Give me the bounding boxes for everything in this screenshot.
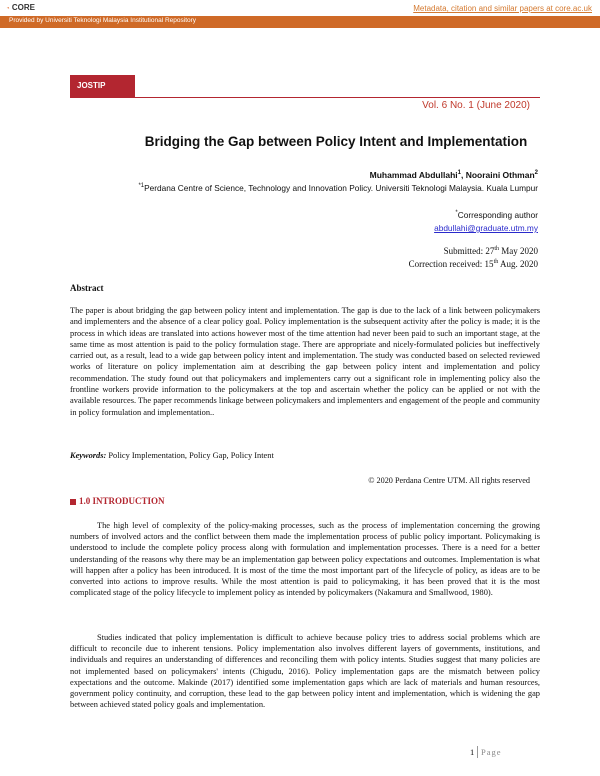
core-metadata-link[interactable]: Metadata, citation and similar papers at core.ac.uk <box>413 4 592 13</box>
page-label: Page <box>481 747 502 757</box>
core-logo-icon: ◔ <box>6 6 10 12</box>
section-heading-introduction: 1.0 INTRODUCTION <box>70 496 165 506</box>
paper-title: Bridging the Gap between Policy Intent and Implementation <box>144 134 528 149</box>
provided-by-text: Provided by Universiti Teknologi Malaysia Institutional Repository <box>9 17 197 24</box>
square-bullet-icon <box>70 499 76 505</box>
repository-banner <box>0 16 600 28</box>
submission-dates <box>409 245 538 271</box>
correction-date: Correction received: 15th Aug. 2020 <box>408 259 538 269</box>
keywords-list: Policy Implementation, Policy Gap, Policy Intent <box>106 451 274 460</box>
corresponding-author-label: *Corresponding author <box>455 210 538 220</box>
journal-tag: JOSTIP <box>70 75 135 97</box>
introduction-paragraph-2: Studies indicated that policy implementation is difficult to achieve because policy tries to address social problems which are difficult to reconcile due to inherent tensions. Policy implementation also involves different layers of governments, institutions, and individuals and requires an understanding of differences and reconciling them with policy intents. Studies suggest that many policies are not implemented based on policymakers' intents (Chigudu, 2016). Policy implementation gaps are the mismatch between policy expectations and the outcome. Makinde (2017) identified some implementation gaps which are lack of materials and human resources, government policy continuity, and corruption, these lead to the gap between policy intent and implementation, which is widening the gap between achieved stated policy goals and implementation. <box>70 633 540 710</box>
abstract-heading: Abstract <box>70 283 104 293</box>
core-logo[interactable]: ◔ CORE <box>6 3 35 12</box>
affiliation: $^{*1}$Perdana Centre of Science, Technology and Innovation Policy. Universiti Teknologi Malaysia. Kuala Lumpur <box>138 183 538 193</box>
core-header <box>0 0 600 16</box>
author-1: Muhammad Abdullahi <box>369 170 458 180</box>
introduction-paragraph-1: The high level of complexity of the policy-making processes, such as the process of implementation concerning the growing numbers of involved actors and the conflict between them made the implementation process of public policy important. Policymaking is understood to include the complete policy process along with formulation and implementation processes. There is a need for a better understanding of the reasons why there may be an implementation gap between policy expectations and outcomes. Implementation is what will happen after a policy has been introduced. It is most of the time the most important part of the lifecycle of policy, as ideas are to be converted into actions to improve results. While the most attention is paid to policymaking, it has been proved that it is the most complicated stage of the policy lifecycle to implement policy as intended by policymakers (Nakamura and Smallwood, 1980). <box>70 521 540 598</box>
submitted-date: Submitted: 27th May 2020 <box>443 246 538 256</box>
author-2: Nooraini Othman <box>465 170 535 180</box>
authors: Muhammad Abdullahi$^1$, Nooraini Othman$^2$ <box>369 170 538 180</box>
author-email-link[interactable]: abdullahi@graduate.utm.my <box>434 223 538 233</box>
abstract-text: The paper is about bridging the gap between policy intent and implementation. The gap is due to the lack of a link between policymakers and implementers and the absence of a clear policy goal. Policy implementation is the subsequent activity after the policy is made; it is the process in which ideas are translated into actions however most of the time attention had never been paid to such an important stage, at the same time as most attention is paid to the policy formulation stage. There are appropriate and nicely-formulated policies but ineffectively carried out, as a result, lead to a wide gap between policy intent and implementation. The study was conducted based on selected reviewed works of literature on policy implementation aim at describing the gap between policy intent and implementation and policy recommendation. The study found out that policymakers and implementers carry out a significant role in implementing policy also the frontline workers provide information to the policymakers at the top and ascertain whether the policy can be applied or not with the available resources. The paper recommends linkage between policymakers and implementers and engagement of the people and community in policy formulation and implementation.. <box>70 306 540 417</box>
keywords <box>70 451 274 460</box>
keywords-label: Keywords: <box>70 451 107 460</box>
page-number: 1 <box>470 747 475 757</box>
journal-divider <box>70 97 540 98</box>
copyright: © 2020 Perdana Centre UTM. All rights reserved <box>368 476 530 485</box>
volume-info: Vol. 6 No. 1 (June 2020) <box>422 100 530 111</box>
page-footer-divider <box>477 746 478 758</box>
